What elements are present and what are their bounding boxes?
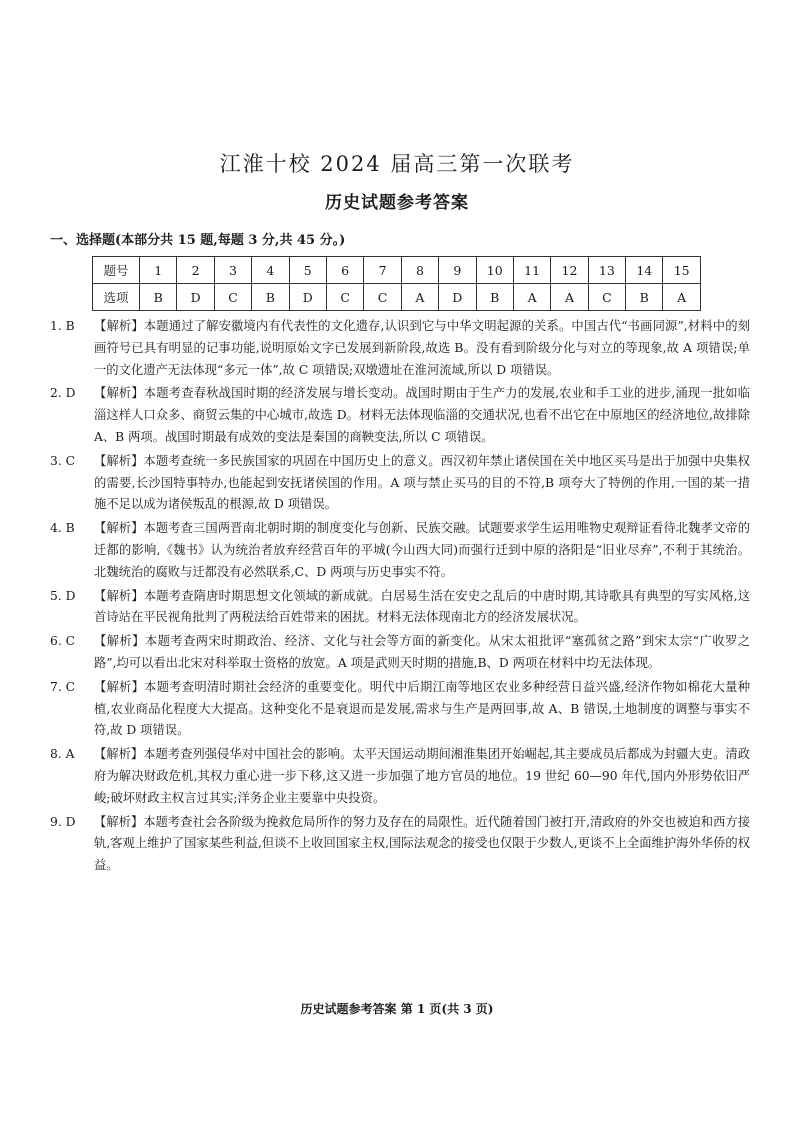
item-text: 【解析】本题考查明清时期社会经济的重要变化。明代中后期江南等地区农业多种经营日益兴盛,经济作物如棉花大量种植,农业商品化程度大大提高。这种变化不是衰退而是发展,需求与生产是两回事,故 A、B 错误,土地制度的调整与事实不符,故 D 项错误。 <box>94 679 750 738</box>
question-number-row <box>93 257 701 284</box>
item-number: 2. D <box>50 386 76 401</box>
answer-option-row <box>93 284 701 311</box>
item-text: 【解析】本题考查列强侵华对中国社会的影响。太平天国运动期间湘淮集团开始崛起,其主要成员后都成为封疆大吏。清政府为解决财政危机,其权力重心进一步下移,这又进一步加强了地方官员的地位。19 世纪 60—90 年代,国内外形势依旧严峻;破坏财政主权言过其实;洋务企业主要靠中央投资。 <box>94 747 750 805</box>
answer-table <box>92 256 701 311</box>
explanation-item <box>50 316 750 381</box>
answer-option: C <box>364 284 401 311</box>
item-number: 7. C <box>50 679 76 694</box>
answer-option: B <box>140 284 177 311</box>
explanation-item <box>50 812 750 877</box>
answer-option: C <box>588 284 625 311</box>
page-footer: 历史试题参考答案 第 1 页(共 3 页) <box>300 1002 494 1016</box>
answer-option: B <box>626 284 663 311</box>
item-number: 5. D <box>50 588 76 603</box>
answer-option: A <box>551 284 588 311</box>
question-number: 3 <box>214 257 251 284</box>
question-number: 12 <box>551 257 588 284</box>
question-number: 8 <box>401 257 438 284</box>
question-number: 13 <box>588 257 625 284</box>
explanation-item <box>50 744 750 809</box>
answer-option: A <box>513 284 550 311</box>
question-number: 2 <box>177 257 214 284</box>
explanation-list <box>50 316 750 879</box>
question-number: 15 <box>663 257 700 284</box>
answer-option: D <box>177 284 214 311</box>
answer-option: B <box>252 284 289 311</box>
question-number: 7 <box>364 257 401 284</box>
section-heading: 一、选择题(本部分共 15 题,每题 3 分,共 45 分。) <box>50 233 346 248</box>
explanation-item <box>50 451 750 516</box>
explanation-item <box>50 631 750 675</box>
item-text: 【解析】本题考查两宋时期政治、经济、文化与社会等方面的新变化。从宋太祖批评“塞孤贫之路”到宋太宗“广收罗之路”,均可以看出北宋对科举取士资格的放宽。A 项是武则天时期的措施,B、D 两项在材料中均无法体现。 <box>94 634 750 670</box>
explanation-item <box>50 677 750 742</box>
item-number: 4. B <box>50 521 75 536</box>
answer-option: D <box>439 284 476 311</box>
item-text: 【解析】本题考查隋唐时期思想文化领域的新成就。白居易生活在安史之乱后的中唐时期,其诗歌具有典型的写实风格,这首诗站在平民视角批判了两税法给百姓带来的困扰。材料无法体现南北方的经济发展状况。 <box>94 588 750 625</box>
answer-option: C <box>214 284 251 311</box>
item-number: 9. D <box>50 814 76 829</box>
explanation-item <box>50 586 750 630</box>
question-number: 5 <box>289 257 326 284</box>
item-number: 6. C <box>50 634 76 649</box>
answer-option: B <box>476 284 513 311</box>
question-number: 10 <box>476 257 513 284</box>
exam-title: 江淮十校 2024 届高三第一次联考 <box>219 152 575 176</box>
item-text: 【解析】本题考查三国两晋南北朝时期的制度变化与创新、民族交融。试题要求学生运用唯物史观辩证看待北魏孝文帝的迁都的影响,《魏书》认为统治者放弃经营百年的平城(今山西大同)而强行迁到中原的洛阳是“旧业尽弃”,不利于其统治。北魏统治的腐败与迁都没有必然联系,C、D 两项与历史事实不符。 <box>94 521 750 579</box>
question-number: 1 <box>140 257 177 284</box>
document-subtitle: 历史试题参考答案 <box>325 193 469 213</box>
question-number: 4 <box>252 257 289 284</box>
item-number: 3. C <box>50 453 76 468</box>
question-number: 9 <box>439 257 476 284</box>
question-number: 11 <box>513 257 550 284</box>
question-number: 6 <box>326 257 363 284</box>
answer-option: A <box>401 284 438 311</box>
question-number: 14 <box>626 257 663 284</box>
item-text: 【解析】本题考查社会各阶级为挽救危局所作的努力及存在的局限性。近代随着国门被打开,清政府的外交也被迫和西方接轨,客观上维护了国家某些利益,但谈不上收回国家主权,国际法观念的接受也仅限于少数人,更谈不上全面维护海外华侨的权益。 <box>94 814 750 873</box>
item-text: 【解析】本题通过了解安徽境内有代表性的文化遗存,认识到它与中华文明起源的关系。中国古代“书画同源”,材料中的刻画符号已具有明显的记事功能,说明原始文字已发展到新阶段,故选 B。没有看到阶级分化与对立的等现象,故 A 项错误;单一的文化遗产无法体现“多元一体”,故 C 项错误;双墩遗址在淮河流域,所以 D 项错误。 <box>94 319 750 377</box>
item-text: 【解析】本题考查春秋战国时期的经济发展与增长变动。战国时期由于生产力的发展,农业和手工业的进步,涌现一批如临淄这样人口众多、商贸云集的中心城市,故选 D。材料无法体现临淄的交通状况,也看不出它在中原地区的经济地位,故排除 A、B 两项。战国时期最有成效的变法是秦国的商鞅变法,所以 C 项错误。 <box>94 386 750 444</box>
row-label-number: 题号 <box>93 257 140 284</box>
explanation-item <box>50 518 750 583</box>
item-number: 8. A <box>50 747 75 762</box>
item-number: 1. B <box>50 319 75 333</box>
row-label-option: 选项 <box>93 284 140 311</box>
item-text: 【解析】本题考查统一多民族国家的巩固在中国历史上的意义。西汉初年禁止诸侯国在关中地区买马是出于加强中央集权的需要,长沙国特事特办,也能起到安抚诸侯国的作用。A 项与禁止买马的目的不符,B 项夸大了特例的作用,一国的某一措施不足以成为诸侯叛乱的根源,故 D 项错误。 <box>94 453 750 512</box>
answer-option: D <box>289 284 326 311</box>
explanation-item <box>50 383 750 448</box>
answer-option: C <box>326 284 363 311</box>
answer-option: A <box>663 284 700 311</box>
